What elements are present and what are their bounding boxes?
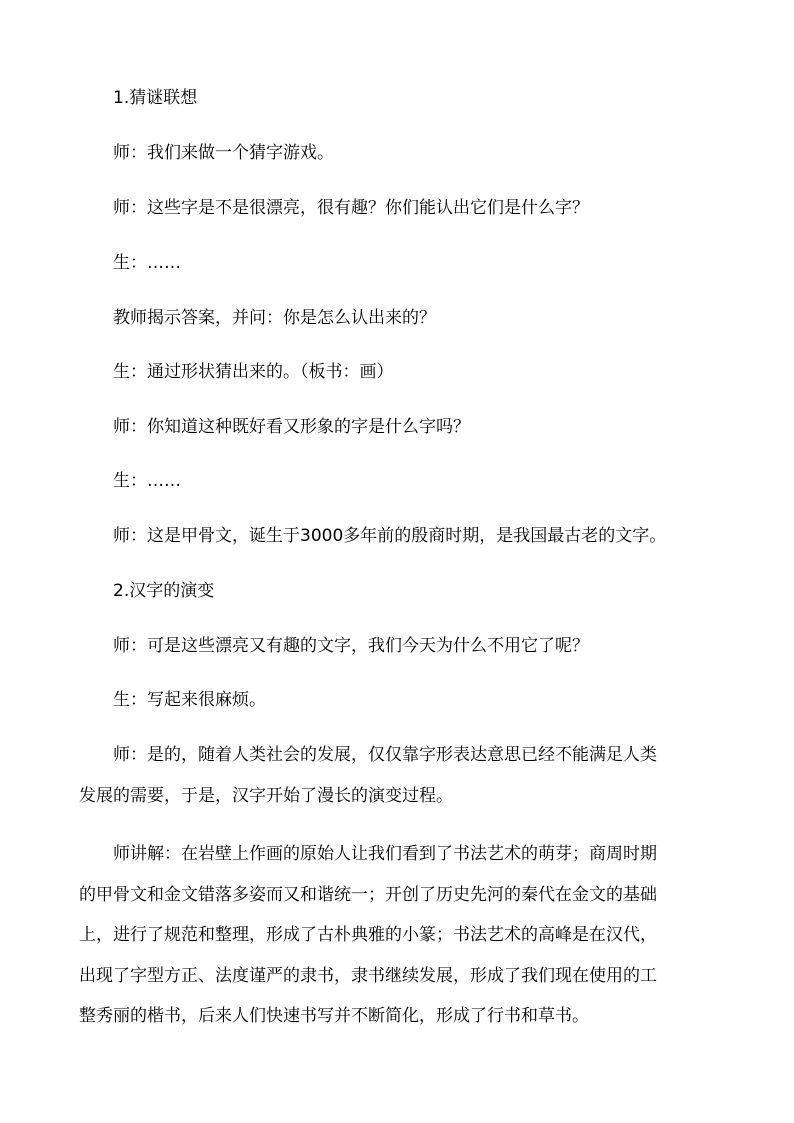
paragraph-explanation-line: 师讲解：在岩壁上作画的原始人让我们看到了书法艺术的萌芽；商周时期 xyxy=(113,844,657,864)
paragraph-development-line: 师：是的，随着人类社会的发展，仅仅靠字形表达意思已经不能满足人类 xyxy=(113,745,657,765)
section-heading-riddle: 1.猜谜联想 xyxy=(113,88,198,108)
section-heading-evolution: 2.汉字的演变 xyxy=(113,581,215,601)
dialogue-line: 生：…… xyxy=(113,253,181,273)
dialogue-line: 生：通过形状猜出来的。（板书：画） xyxy=(113,362,394,382)
dialogue-line: 师：我们来做一个猜字游戏。 xyxy=(113,143,334,163)
paragraph-explanation-line: 整秀丽的楷书，后来人们快速书写并不断简化，形成了行书和草书。 xyxy=(79,1006,589,1026)
dialogue-line: 师：这些字是不是很漂亮，很有趣？你们能认出它们是什么字？ xyxy=(113,198,589,218)
dialogue-line: 生：写起来很麻烦。 xyxy=(113,690,266,710)
dialogue-line: 师：你知道这种既好看又形象的字是什么字吗？ xyxy=(113,417,470,437)
paragraph-explanation-line: 上，进行了规范和整理，形成了古朴典雅的小篆；书法艺术的高峰是在汉代， xyxy=(79,925,657,945)
dialogue-line: 师：可是这些漂亮又有趣的文字，我们今天为什么不用它了呢？ xyxy=(113,636,589,656)
dialogue-line: 师：这是甲骨文，诞生于3000多年前的殷商时期，是我国最古老的文字。 xyxy=(113,526,667,546)
dialogue-line: 教师揭示答案，并问：你是怎么认出来的？ xyxy=(113,308,436,328)
paragraph-explanation-line: 的甲骨文和金文错落多姿而又和谐统一；开创了历史先河的秦代在金文的基础 xyxy=(79,885,657,905)
paragraph-development-line: 发展的需要，于是，汉字开始了漫长的演变过程。 xyxy=(79,786,453,806)
paragraph-explanation-line: 出现了字型方正、法度谨严的隶书，隶书继续发展，形成了我们现在使用的工 xyxy=(79,966,657,986)
dialogue-line: 生：…… xyxy=(113,471,181,491)
